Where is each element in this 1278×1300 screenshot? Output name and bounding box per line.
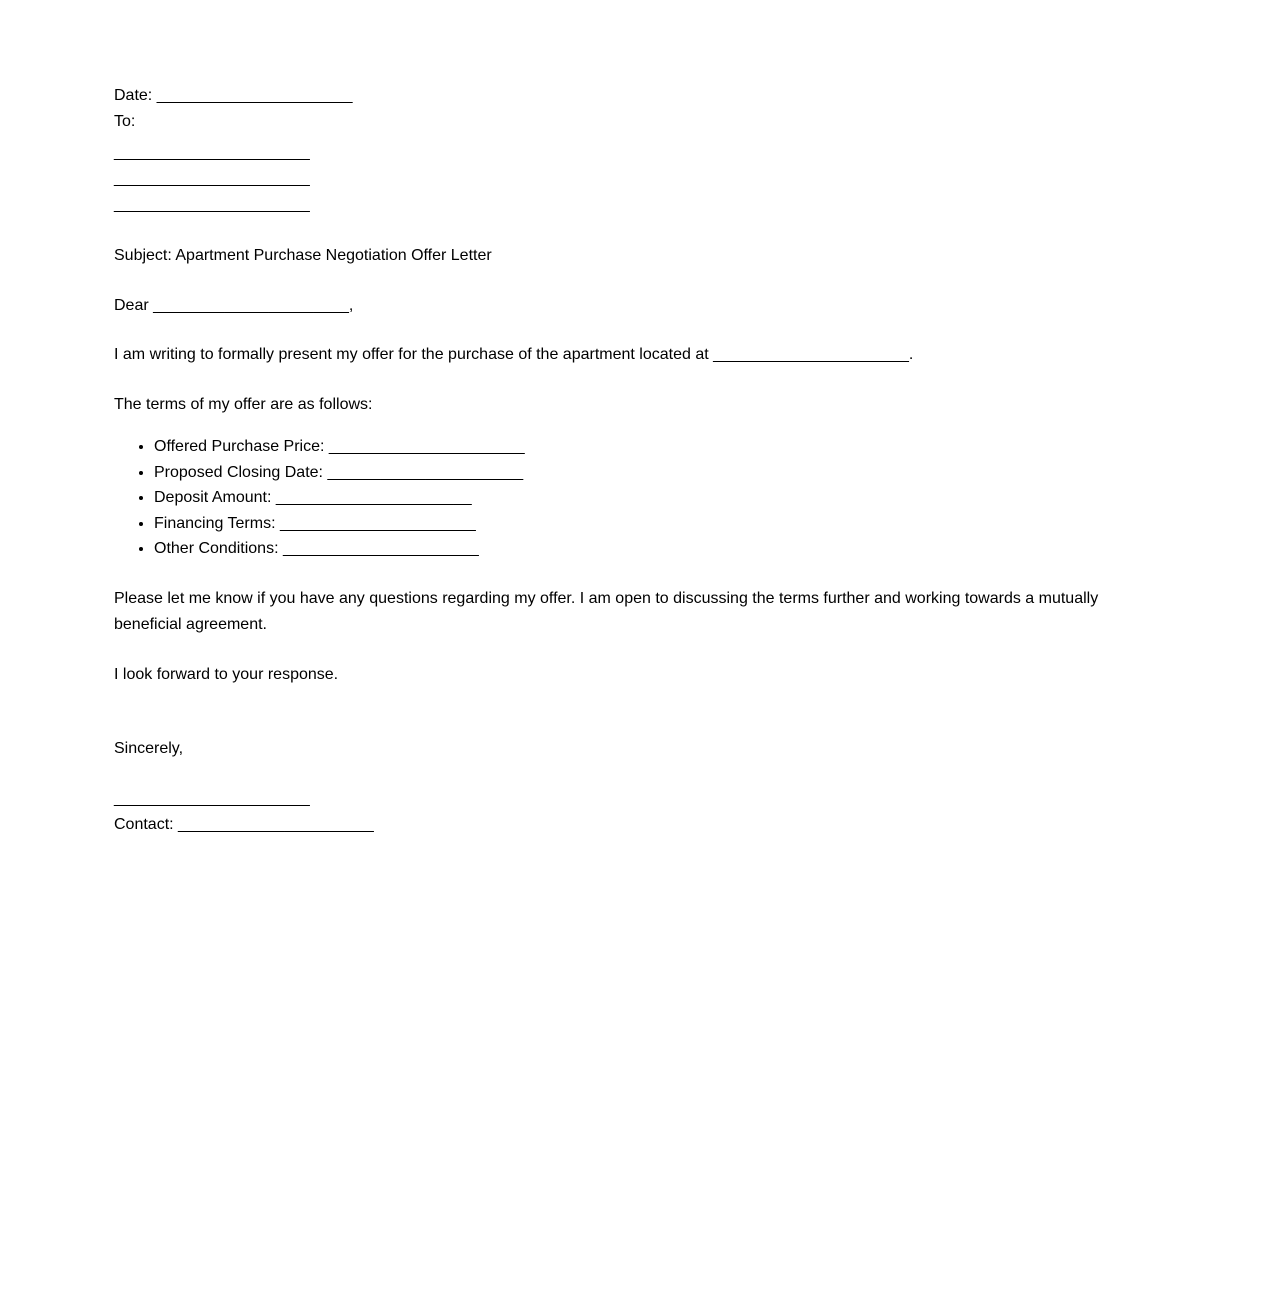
list-item [154, 536, 1134, 562]
recipient-line-1: ______________________ [114, 144, 310, 161]
salutation-prefix: Dear [114, 297, 149, 314]
salutation [114, 293, 1134, 319]
list-item [154, 460, 1134, 486]
intro-text: I am writing to formally present my offer for the purchase of the apartment located at [114, 346, 709, 363]
date-label: Date: [114, 87, 153, 104]
letter-body [114, 83, 1134, 838]
term-label: Offered Purchase Price: [154, 438, 325, 455]
contact-label: Contact: [114, 815, 174, 833]
term-blank: ______________________ [282, 540, 479, 557]
sign-off: Sincerely, [114, 739, 184, 757]
term-label: Deposit Amount: [154, 489, 272, 506]
recipient-line-3: ______________________ [114, 196, 310, 213]
closing-paragraph: I look forward to your response. [114, 665, 339, 683]
salutation-blank: ______________________, [153, 297, 354, 314]
list-item [154, 511, 1134, 537]
intro-paragraph [114, 342, 1134, 368]
term-label: Proposed Closing Date: [154, 463, 323, 481]
signature-blank: ______________________ [114, 789, 310, 807]
list-item [154, 485, 1134, 511]
intro-blank: ______________________. [713, 346, 914, 363]
terms-intro: The terms of my offer are as follows: [114, 396, 373, 413]
to-label: To: [114, 113, 136, 130]
terms-list [114, 434, 1134, 562]
questions-paragraph: Please let me know if you have any questions regarding my offer. I am open to discussing the terms further and working towards a mutually beneficial agreement. [114, 589, 1099, 633]
date-line [114, 83, 1134, 109]
term-label: Other Conditions: [154, 540, 279, 557]
term-blank: ______________________ [327, 463, 524, 481]
date-blank: ______________________ [156, 87, 353, 104]
subject-line: Subject: Apartment Purchase Negotiation Offer Letter [114, 247, 492, 264]
term-blank: ______________________ [328, 438, 525, 455]
term-blank: ______________________ [275, 489, 472, 506]
term-blank: ______________________ [279, 514, 476, 532]
recipient-address-block [114, 140, 1134, 218]
list-item [154, 434, 1134, 460]
term-label: Financing Terms: [154, 514, 276, 532]
contact-blank: ______________________ [178, 815, 374, 833]
recipient-line-2: ______________________ [114, 170, 310, 187]
contact-line [114, 812, 1134, 838]
